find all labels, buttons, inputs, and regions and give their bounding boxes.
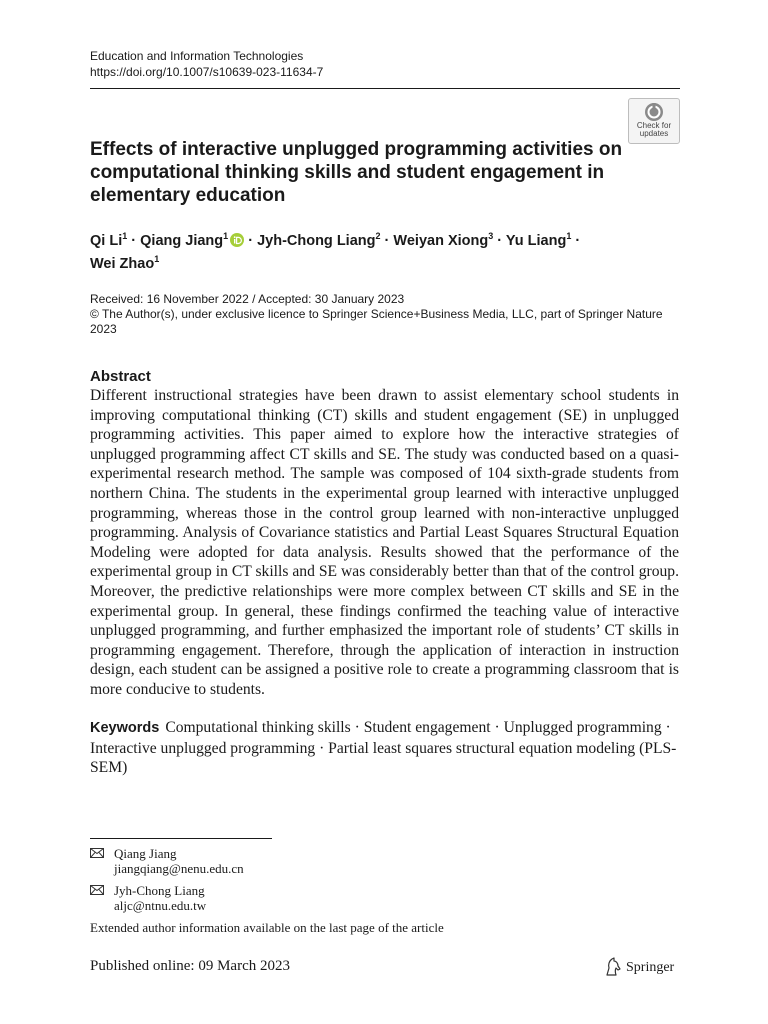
header-rule (90, 88, 680, 89)
author-separator: · (497, 233, 503, 249)
extended-author-info: Extended author information available on the last page of the article (90, 920, 444, 935)
keywords-label: Keywords (90, 720, 160, 736)
author-separator: · (575, 233, 581, 249)
author-affiliation: 2 (375, 231, 381, 241)
author-separator: · (131, 233, 137, 249)
author-separator: · (248, 233, 254, 249)
correspondence-email[interactable]: aljc@ntnu.edu.tw (114, 898, 207, 913)
check-updates-icon (644, 102, 664, 122)
author-separator: · (384, 233, 390, 249)
check-updates-line1: Check for (636, 121, 672, 130)
check-for-updates-badge[interactable] (628, 98, 680, 144)
envelope-icon (90, 885, 104, 895)
author-name[interactable]: Yu Liang (505, 233, 567, 249)
correspondence-name: Qiang Jiang (114, 846, 177, 861)
received-accepted: Received: 16 November 2022 / Accepted: 30 January 2023 (90, 292, 405, 306)
correspondence-email[interactable]: jiangqiang@nenu.edu.cn (114, 861, 244, 876)
publisher-name: Springer (626, 960, 675, 975)
author-name[interactable]: Wei Zhao (90, 256, 155, 272)
springer-horse-icon (604, 957, 622, 977)
author-affiliation: 1 (122, 231, 128, 241)
author-name[interactable]: Qiang Jiang (140, 233, 224, 249)
journal-name: Education and Information Technologies (90, 49, 304, 63)
check-updates-line2: updates (639, 129, 669, 138)
author-name[interactable]: Weiyan Xiong (393, 233, 489, 249)
author-affiliation: 1 (223, 231, 229, 241)
copyright-notice: © The Author(s), under exclusive licence to Springer Science+Business Media, LLC, part of Springer Nature 2023 (90, 307, 663, 336)
doi-link[interactable]: https://doi.org/10.1007/s10639-023-11634-7 (90, 65, 324, 79)
correspondence-name: Jyh-Chong Liang (114, 883, 205, 898)
author-affiliation: 1 (154, 254, 160, 264)
publication-dates (90, 292, 690, 337)
keywords (90, 718, 685, 778)
abstract-text: Different instructional strategies have been drawn to assist elementary school students in improving computational thinking (CT) skills and student engagement (SE) in unplugged programming activities. This paper aimed to explore how the interactive strategies of unplugged programming affect CT skills and SE. The study was conducted based on a quasi-experimental research method. The sample was composed of 104 sixth-grade students from northern China. The students in the experimental group learned with interactive unplugged programming, whereas those in the control group learned with non-interactive unplugged programming. Analysis of Covariance statistics and Partial Least Squares Structural Equation Modeling were adopted for data analysis. Results showed that the performance of the experimental group in CT skills and SE was considerably better than that of the control group. Moreover, the predictive relationships were more complex between CT skills and SE in the experimental group. In general, these findings confirmed the teaching value of interactive unplugged programming, and further emphasized the important role of students’ CT skills in programming engagement. Therefore, through the application of interaction in instruction design, each student can be assigned a positive role to create a programming classroom that is more conducive to students. (90, 387, 679, 698)
article-title: Effects of interactive unplugged programming activities on computational thinking skills and student engagement in elementary education (90, 139, 623, 206)
journal-header (90, 48, 323, 80)
keywords-text: Computational thinking skills · Student engagement · Unplugged programming · Interactive unplugged programming · Partial least squares structural equation modeling (PLS-SEM) (90, 719, 677, 777)
author-affiliation: 3 (488, 231, 494, 241)
footnote-rule (90, 838, 272, 839)
published-online: Published online: 09 March 2023 (90, 958, 290, 974)
envelope-icon (90, 848, 104, 858)
author-affiliation: 1 (566, 231, 572, 241)
author-name[interactable]: Qi Li (90, 233, 123, 249)
author-name[interactable]: Jyh-Chong Liang (257, 233, 376, 249)
abstract-heading: Abstract (90, 368, 151, 385)
orcid-icon[interactable] (230, 233, 244, 254)
author-list (90, 231, 650, 275)
